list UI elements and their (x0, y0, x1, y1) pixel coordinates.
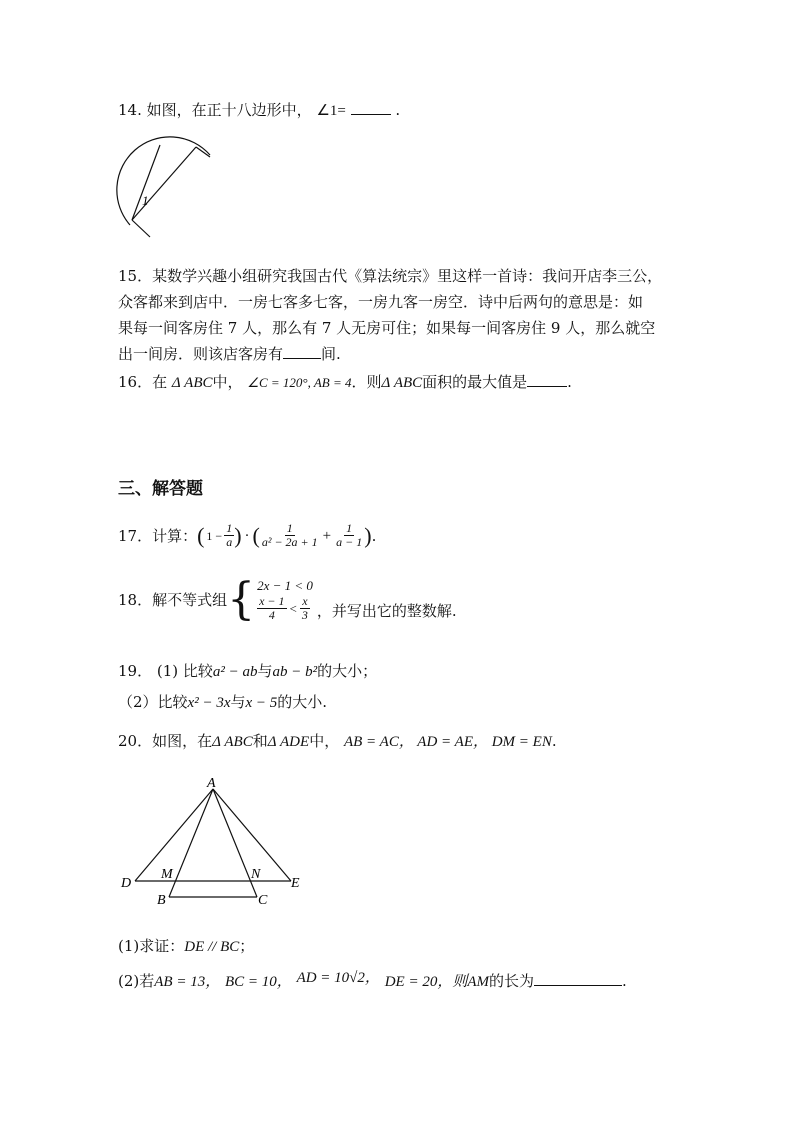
q18-system (257, 577, 313, 622)
q19-p1-with: 与 (257, 662, 273, 680)
q20-label-A: A (207, 776, 216, 791)
q18-fraction-left (257, 595, 286, 622)
q15-line-2: 众客都来到店中．一房七客多七客，一房九客一房空．诗中后两句的意思是：如 (118, 293, 644, 311)
q14-end: . (395, 101, 401, 119)
q20-end: . (551, 732, 557, 750)
q17-f1-num: 1 (226, 521, 233, 535)
q19-p2-expr-b: x − 5 (245, 695, 278, 711)
q20-segment-AD (135, 789, 213, 881)
q20-answer-blank[interactable] (534, 971, 622, 986)
q17-prefix: 17．计算： (118, 526, 198, 545)
q16-triangle-2: Δ ABC (381, 375, 423, 391)
q14-answer-blank[interactable] (351, 100, 391, 115)
q17-end: . (371, 526, 377, 545)
q14-extension (132, 220, 150, 237)
q20-label-E: E (291, 876, 300, 891)
q20-label-D: D (121, 876, 132, 891)
q18-brace: { (227, 573, 256, 625)
q16-text (118, 372, 572, 393)
q20-p2-bc: BC = 10， (224, 974, 292, 990)
q16-then: ．则 (351, 373, 382, 391)
q20-part-1 (118, 936, 254, 957)
q19-p2-prefix: （2）比较 (118, 693, 188, 711)
q19-p2-expr-a: x² − 3x (187, 695, 231, 711)
q20-label-N: N (251, 867, 261, 882)
q18-suffix: ，并写出它的整数解. (316, 601, 457, 620)
q17-f3-num: 1 (346, 521, 353, 535)
q20-prefix: 20．如图，在 (118, 732, 213, 750)
q17-f3-den: a − 1 (336, 535, 363, 549)
q17-fraction-3 (334, 522, 364, 549)
q20-p2-end: . (622, 972, 627, 990)
q20-mid: 中， (309, 732, 340, 750)
q15-last-suffix: 间. (321, 345, 341, 363)
q15-line-4 (118, 344, 341, 364)
q20-p2-de: DE = 20，则 (384, 974, 468, 990)
q17-f1-den: a (226, 535, 233, 549)
q20-p2-am: AM (467, 974, 489, 990)
q19-p1-expr-b: ab − b² (272, 664, 318, 680)
q17-open-paren-1: ( (197, 522, 205, 548)
q18-inequality-1: 2x − 1 < 0 (257, 578, 313, 593)
q16-triangle-1: Δ ABC (171, 375, 213, 391)
q17-fraction-2 (260, 522, 320, 549)
q16-answer-blank[interactable] (527, 372, 567, 387)
q20-figure (115, 775, 315, 910)
q16-condition: ∠C = 120°, AB = 4 (247, 375, 352, 390)
q17-f2-num: 1 (286, 521, 293, 535)
q14-circle-arc (117, 137, 210, 225)
q14-statement: 如图，在正十八边形中， (146, 101, 312, 119)
q20-label-C: C (258, 893, 268, 908)
q18-less-than: < (289, 600, 297, 616)
q20-label-M: M (161, 867, 173, 882)
q17-text (118, 522, 376, 549)
q20-p1-end: ； (239, 937, 255, 955)
q18-g-num: x (302, 594, 308, 608)
q20-p2-tail: 的长为 (489, 972, 535, 990)
q19-part-1 (118, 661, 377, 682)
q16-prefix: 16．在 (118, 373, 168, 391)
q17-open-paren-2: ( (252, 522, 260, 548)
q18-inequality-2 (257, 595, 313, 622)
q16-tail: 面积的最大值是 (422, 373, 528, 391)
q19-p2-suffix: 的大小. (277, 693, 328, 711)
q15-line-3: 果每一间客房住 7 人，那么有 7 人无房可住；如果每一间客房住 9 人，那么就空 (118, 319, 656, 337)
q17-close-paren-2: ) (364, 522, 372, 548)
section-3-title: 三、解答题 (118, 479, 203, 499)
q19-p1-expr-a: a² − ab (212, 664, 258, 680)
q16-end: . (567, 373, 572, 391)
q20-p1-prefix: (1)求证： (118, 937, 185, 955)
q15-answer-blank[interactable] (283, 344, 321, 359)
q17-f2-den: a² − 2a + 1 (261, 535, 318, 549)
q15-line-1: 15．某数学兴趣小组研究我国古代《算法统宗》里这样一首诗：我问开店李三公， (118, 267, 663, 285)
q18-g-den: 3 (301, 608, 308, 622)
q15-last-prefix: 出一间房．则该店客房有 (118, 345, 284, 363)
q20-condition: AB = AC， AD = AE， DM = EN (343, 734, 552, 750)
q14-number: 14. (118, 101, 142, 119)
q20-and: 和 (252, 732, 268, 750)
q20-text (118, 731, 557, 752)
q18-f-den: 4 (268, 608, 275, 622)
q19-p1-suffix: 的大小； (317, 662, 378, 680)
q17-dot: · (244, 527, 250, 544)
q17-one-minus: 1 − (206, 528, 223, 543)
q20-p1-math: DE // BC (184, 939, 240, 955)
q19-part-2 (118, 692, 327, 713)
q20-part-2 (118, 971, 627, 992)
q16-mid: 中， (212, 373, 243, 391)
q18-text (118, 573, 457, 625)
q14-chord-1 (132, 145, 160, 220)
q18-fraction-right (300, 595, 310, 622)
q17-plus: + (322, 527, 332, 544)
q18-f-num: x − 1 (259, 594, 285, 608)
q20-triangle-2: Δ ADE (267, 734, 310, 750)
q20-p2-ad: AD = 10√2， (296, 970, 380, 986)
q17-fraction-1 (224, 522, 234, 549)
q20-label-B: B (157, 893, 166, 908)
q20-triangle-1: Δ ABC (212, 734, 253, 750)
q14-angle: ∠1= (316, 103, 346, 119)
q19-p1-prefix: 19． (1) 比较 (118, 662, 213, 680)
q20-p2-prefix: (2)若 (118, 972, 155, 990)
q14-figure (112, 135, 222, 245)
q18-prefix: 18．解不等式组 (118, 590, 228, 609)
q20-p2-ab: AB = 13， (154, 974, 221, 990)
q14-chord-2 (132, 147, 196, 220)
q17-close-paren-1: ) (234, 522, 242, 548)
q19-p2-with: 与 (230, 693, 246, 711)
q14-text (118, 100, 400, 121)
q14-angle-label: 1 (142, 193, 149, 208)
